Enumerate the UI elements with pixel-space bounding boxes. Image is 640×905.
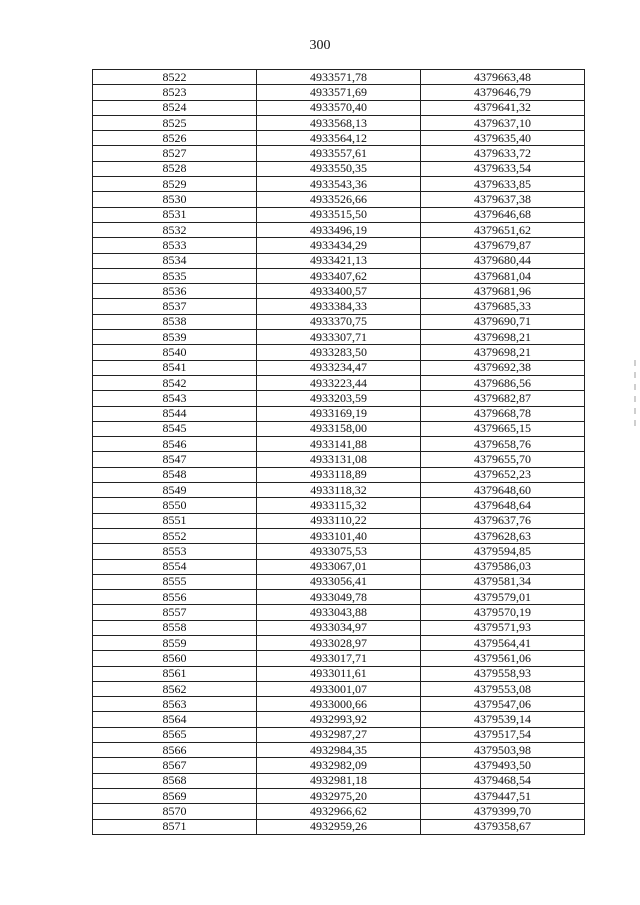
y-coordinate-cell: 4379633,85 <box>421 177 585 192</box>
y-coordinate-cell: 4379628,63 <box>421 528 585 543</box>
table-row <box>93 238 585 253</box>
table-row <box>93 467 585 482</box>
table-row <box>93 406 585 421</box>
point-number-cell: 8559 <box>93 635 257 650</box>
point-number-cell: 8547 <box>93 452 257 467</box>
table-row <box>93 330 585 345</box>
y-coordinate-cell: 4379517,54 <box>421 727 585 742</box>
y-coordinate-cell: 4379633,54 <box>421 161 585 176</box>
table-row <box>93 115 585 130</box>
x-coordinate-cell: 4933384,33 <box>257 299 421 314</box>
y-coordinate-cell: 4379637,76 <box>421 513 585 528</box>
x-coordinate-cell: 4932966,62 <box>257 804 421 819</box>
y-coordinate-cell: 4379655,70 <box>421 452 585 467</box>
x-coordinate-cell: 4933571,78 <box>257 70 421 85</box>
table-row <box>93 207 585 222</box>
y-coordinate-cell: 4379553,08 <box>421 681 585 696</box>
coordinates-table-body <box>93 70 585 835</box>
y-coordinate-cell: 4379652,23 <box>421 467 585 482</box>
point-number-cell: 8565 <box>93 727 257 742</box>
point-number-cell: 8564 <box>93 712 257 727</box>
y-coordinate-cell: 4379586,03 <box>421 559 585 574</box>
x-coordinate-cell: 4933557,61 <box>257 146 421 161</box>
y-coordinate-cell: 4379648,64 <box>421 498 585 513</box>
point-number-cell: 8538 <box>93 314 257 329</box>
x-coordinate-cell: 4933543,36 <box>257 177 421 192</box>
table-row <box>93 100 585 115</box>
x-coordinate-cell: 4933141,88 <box>257 437 421 452</box>
x-coordinate-cell: 4932984,35 <box>257 743 421 758</box>
table-row <box>93 620 585 635</box>
table-row <box>93 758 585 773</box>
table-row <box>93 284 585 299</box>
y-coordinate-cell: 4379564,41 <box>421 635 585 650</box>
point-number-cell: 8552 <box>93 528 257 543</box>
y-coordinate-cell: 4379570,19 <box>421 605 585 620</box>
point-number-cell: 8524 <box>93 100 257 115</box>
x-coordinate-cell: 4933203,59 <box>257 391 421 406</box>
point-number-cell: 8558 <box>93 620 257 635</box>
x-coordinate-cell: 4933017,71 <box>257 651 421 666</box>
point-number-cell: 8546 <box>93 437 257 452</box>
table-row <box>93 146 585 161</box>
table-row <box>93 544 585 559</box>
y-coordinate-cell: 4379685,33 <box>421 299 585 314</box>
table-row <box>93 192 585 207</box>
y-coordinate-cell: 4379581,34 <box>421 574 585 589</box>
table-row <box>93 268 585 283</box>
x-coordinate-cell: 4933568,13 <box>257 115 421 130</box>
page-number: 300 <box>309 38 331 53</box>
y-coordinate-cell: 4379646,79 <box>421 85 585 100</box>
x-coordinate-cell: 4933115,32 <box>257 498 421 513</box>
coordinates-table <box>92 69 585 835</box>
x-coordinate-cell: 4933283,50 <box>257 345 421 360</box>
y-coordinate-cell: 4379682,87 <box>421 391 585 406</box>
point-number-cell: 8568 <box>93 773 257 788</box>
point-number-cell: 8554 <box>93 559 257 574</box>
point-number-cell: 8551 <box>93 513 257 528</box>
y-coordinate-cell: 4379571,93 <box>421 620 585 635</box>
y-coordinate-cell: 4379547,06 <box>421 697 585 712</box>
x-coordinate-cell: 4933158,00 <box>257 421 421 436</box>
point-number-cell: 8540 <box>93 345 257 360</box>
point-number-cell: 8529 <box>93 177 257 192</box>
point-number-cell: 8557 <box>93 605 257 620</box>
table-row <box>93 681 585 696</box>
y-coordinate-cell: 4379658,76 <box>421 437 585 452</box>
table-row <box>93 421 585 436</box>
x-coordinate-cell: 4933434,29 <box>257 238 421 253</box>
y-coordinate-cell: 4379648,60 <box>421 483 585 498</box>
y-coordinate-cell: 4379539,14 <box>421 712 585 727</box>
x-coordinate-cell: 4933118,32 <box>257 483 421 498</box>
table-row <box>93 743 585 758</box>
point-number-cell: 8550 <box>93 498 257 513</box>
x-coordinate-cell: 4933370,75 <box>257 314 421 329</box>
y-coordinate-cell: 4379633,72 <box>421 146 585 161</box>
point-number-cell: 8556 <box>93 590 257 605</box>
point-number-cell: 8523 <box>93 85 257 100</box>
point-number-cell: 8532 <box>93 222 257 237</box>
point-number-cell: 8562 <box>93 681 257 696</box>
x-coordinate-cell: 4933307,71 <box>257 330 421 345</box>
table-row <box>93 727 585 742</box>
table-row <box>93 253 585 268</box>
table-row <box>93 483 585 498</box>
point-number-cell: 8531 <box>93 207 257 222</box>
point-number-cell: 8522 <box>93 70 257 85</box>
table-row <box>93 788 585 803</box>
x-coordinate-cell: 4933496,19 <box>257 222 421 237</box>
point-number-cell: 8534 <box>93 253 257 268</box>
point-number-cell: 8527 <box>93 146 257 161</box>
x-coordinate-cell: 4933028,97 <box>257 635 421 650</box>
table-row <box>93 528 585 543</box>
y-coordinate-cell: 4379651,62 <box>421 222 585 237</box>
x-coordinate-cell: 4933407,62 <box>257 268 421 283</box>
y-coordinate-cell: 4379468,54 <box>421 773 585 788</box>
y-coordinate-cell: 4379579,01 <box>421 590 585 605</box>
table-row <box>93 651 585 666</box>
point-number-cell: 8528 <box>93 161 257 176</box>
table-row <box>93 513 585 528</box>
point-number-cell: 8553 <box>93 544 257 559</box>
point-number-cell: 8561 <box>93 666 257 681</box>
y-coordinate-cell: 4379668,78 <box>421 406 585 421</box>
x-coordinate-cell: 4932987,27 <box>257 727 421 742</box>
point-number-cell: 8570 <box>93 804 257 819</box>
table-row <box>93 437 585 452</box>
y-coordinate-cell: 4379692,38 <box>421 360 585 375</box>
table-row <box>93 804 585 819</box>
point-number-cell: 8567 <box>93 758 257 773</box>
point-number-cell: 8569 <box>93 788 257 803</box>
y-coordinate-cell: 4379358,67 <box>421 819 585 834</box>
table-row <box>93 314 585 329</box>
x-coordinate-cell: 4933169,19 <box>257 406 421 421</box>
table-row <box>93 375 585 390</box>
table-row <box>93 391 585 406</box>
y-coordinate-cell: 4379686,56 <box>421 375 585 390</box>
x-coordinate-cell: 4933075,53 <box>257 544 421 559</box>
x-coordinate-cell: 4933223,44 <box>257 375 421 390</box>
table-row <box>93 299 585 314</box>
table-row <box>93 70 585 85</box>
x-coordinate-cell: 4933011,61 <box>257 666 421 681</box>
y-coordinate-cell: 4379558,93 <box>421 666 585 681</box>
y-coordinate-cell: 4379503,98 <box>421 743 585 758</box>
x-coordinate-cell: 4932993,92 <box>257 712 421 727</box>
x-coordinate-cell: 4933234,47 <box>257 360 421 375</box>
x-coordinate-cell: 4933101,40 <box>257 528 421 543</box>
point-number-cell: 8545 <box>93 421 257 436</box>
y-coordinate-cell: 4379637,38 <box>421 192 585 207</box>
table-row <box>93 85 585 100</box>
point-number-cell: 8548 <box>93 467 257 482</box>
x-coordinate-cell: 4932959,26 <box>257 819 421 834</box>
y-coordinate-cell: 4379690,71 <box>421 314 585 329</box>
x-coordinate-cell: 4933564,12 <box>257 131 421 146</box>
table-row <box>93 452 585 467</box>
x-coordinate-cell: 4932975,20 <box>257 788 421 803</box>
point-number-cell: 8525 <box>93 115 257 130</box>
x-coordinate-cell: 4932982,09 <box>257 758 421 773</box>
y-coordinate-cell: 4379594,85 <box>421 544 585 559</box>
y-coordinate-cell: 4379681,96 <box>421 284 585 299</box>
point-number-cell: 8555 <box>93 574 257 589</box>
table-row <box>93 161 585 176</box>
x-coordinate-cell: 4933400,57 <box>257 284 421 299</box>
y-coordinate-cell: 4379665,15 <box>421 421 585 436</box>
point-number-cell: 8539 <box>93 330 257 345</box>
table-row <box>93 345 585 360</box>
point-number-cell: 8543 <box>93 391 257 406</box>
point-number-cell: 8530 <box>93 192 257 207</box>
x-coordinate-cell: 4933000,66 <box>257 697 421 712</box>
point-number-cell: 8571 <box>93 819 257 834</box>
x-coordinate-cell: 4933570,40 <box>257 100 421 115</box>
table-row <box>93 666 585 681</box>
x-coordinate-cell: 4933049,78 <box>257 590 421 605</box>
y-coordinate-cell: 4379493,50 <box>421 758 585 773</box>
table-row <box>93 177 585 192</box>
x-coordinate-cell: 4933056,41 <box>257 574 421 589</box>
point-number-cell: 8541 <box>93 360 257 375</box>
table-row <box>93 574 585 589</box>
table-row <box>93 559 585 574</box>
x-coordinate-cell: 4933515,50 <box>257 207 421 222</box>
x-coordinate-cell: 4933131,08 <box>257 452 421 467</box>
x-coordinate-cell: 4933526,66 <box>257 192 421 207</box>
point-number-cell: 8560 <box>93 651 257 666</box>
table-row <box>93 635 585 650</box>
y-coordinate-cell: 4379698,21 <box>421 345 585 360</box>
point-number-cell: 8549 <box>93 483 257 498</box>
x-coordinate-cell: 4933421,13 <box>257 253 421 268</box>
y-coordinate-cell: 4379698,21 <box>421 330 585 345</box>
table-row <box>93 773 585 788</box>
point-number-cell: 8535 <box>93 268 257 283</box>
x-coordinate-cell: 4932981,18 <box>257 773 421 788</box>
x-coordinate-cell: 4933118,89 <box>257 467 421 482</box>
point-number-cell: 8537 <box>93 299 257 314</box>
table-row <box>93 222 585 237</box>
point-number-cell: 8526 <box>93 131 257 146</box>
point-number-cell: 8536 <box>93 284 257 299</box>
x-coordinate-cell: 4933110,22 <box>257 513 421 528</box>
table-row <box>93 590 585 605</box>
table-row <box>93 498 585 513</box>
table-row <box>93 360 585 375</box>
y-coordinate-cell: 4379680,44 <box>421 253 585 268</box>
x-coordinate-cell: 4933550,35 <box>257 161 421 176</box>
y-coordinate-cell: 4379447,51 <box>421 788 585 803</box>
table-row <box>93 712 585 727</box>
y-coordinate-cell: 4379399,70 <box>421 804 585 819</box>
x-coordinate-cell: 4933034,97 <box>257 620 421 635</box>
y-coordinate-cell: 4379635,40 <box>421 131 585 146</box>
x-coordinate-cell: 4933001,07 <box>257 681 421 696</box>
y-coordinate-cell: 4379561,06 <box>421 651 585 666</box>
point-number-cell: 8563 <box>93 697 257 712</box>
point-number-cell: 8566 <box>93 743 257 758</box>
table-row <box>93 697 585 712</box>
point-number-cell: 8544 <box>93 406 257 421</box>
x-coordinate-cell: 4933571,69 <box>257 85 421 100</box>
scan-margin-marks <box>634 360 636 440</box>
y-coordinate-cell: 4379646,68 <box>421 207 585 222</box>
y-coordinate-cell: 4379679,87 <box>421 238 585 253</box>
y-coordinate-cell: 4379663,48 <box>421 70 585 85</box>
x-coordinate-cell: 4933043,88 <box>257 605 421 620</box>
table-row <box>93 605 585 620</box>
y-coordinate-cell: 4379637,10 <box>421 115 585 130</box>
y-coordinate-cell: 4379641,32 <box>421 100 585 115</box>
table-row <box>93 819 585 834</box>
point-number-cell: 8533 <box>93 238 257 253</box>
y-coordinate-cell: 4379681,04 <box>421 268 585 283</box>
table-row <box>93 131 585 146</box>
x-coordinate-cell: 4933067,01 <box>257 559 421 574</box>
point-number-cell: 8542 <box>93 375 257 390</box>
